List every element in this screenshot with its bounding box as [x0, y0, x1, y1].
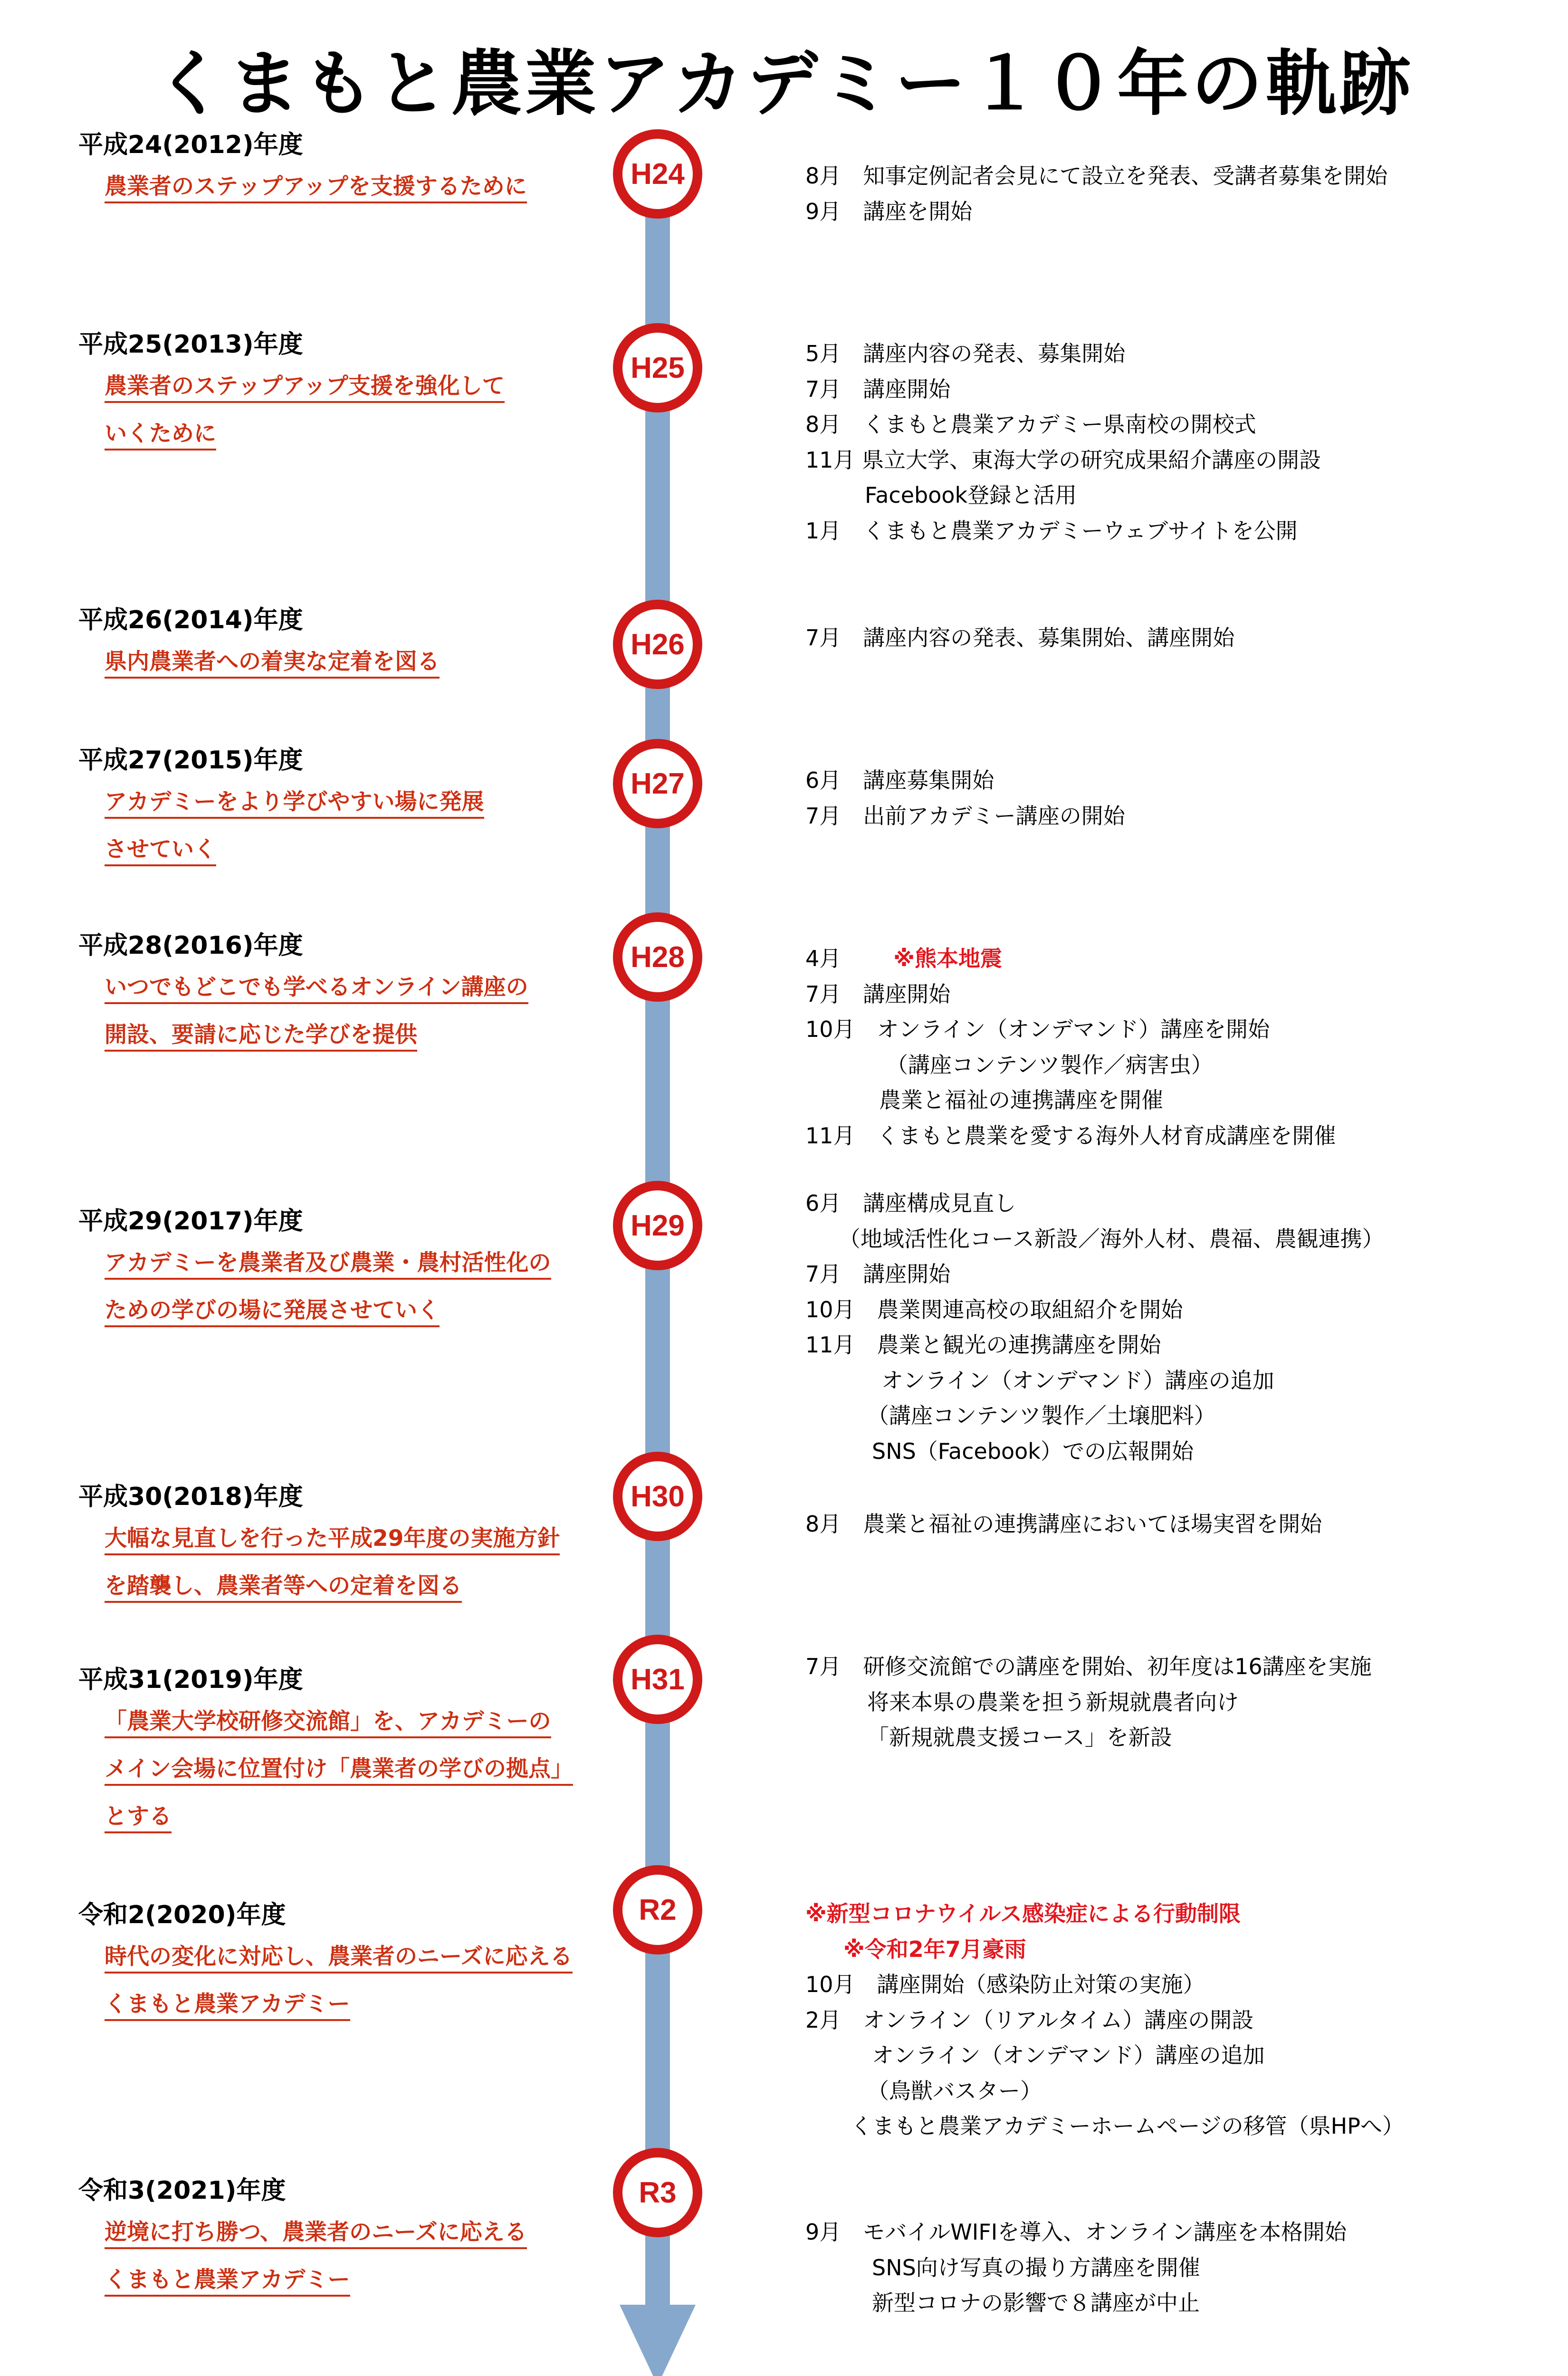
event-item: Facebook登録と活用: [865, 482, 1077, 508]
event-item: 9月 モバイルWIFIを導入、オンライン講座を本格開始: [805, 2219, 1347, 2245]
event-item: 1月 くまもと農業アカデミーウェブサイトを公開: [805, 517, 1298, 544]
year-badge: [613, 1452, 702, 1541]
event-item: ※新型コロナウイルス感染症による行動制限: [805, 1901, 1241, 1926]
event-item: ※令和2年7月豪雨: [843, 1936, 1026, 1962]
year-badge: [613, 600, 702, 689]
event-item: 新型コロナの影響で８講座が中止: [872, 2290, 1200, 2316]
event-item: 6月 講座構成見直し: [805, 1190, 1016, 1216]
year-badge: [613, 739, 702, 828]
slogan-line: 「農業大学校研修交流館」を、アカデミーの: [105, 1707, 551, 1738]
year-label: 平成27(2015)年度: [78, 746, 303, 775]
slogan-line: 逆境に打ち勝つ、農業者のニーズに応える: [105, 2218, 527, 2249]
slogan-line: 時代の変化に対応し、農業者のニーズに応える: [105, 1942, 573, 1974]
event-item: 8月 知事定例記者会見にて設立を発表、受講者募集を開始: [805, 163, 1388, 189]
slogan-line: させていく: [105, 835, 216, 866]
year-badge-label: H30: [631, 1480, 685, 1513]
year-badge-label: R2: [639, 1893, 677, 1926]
year-badge-label: H27: [631, 767, 685, 800]
slogan-line: くまもと農業アカデミー: [105, 2265, 350, 2297]
year-block: [78, 929, 639, 1068]
year-slogan: [105, 647, 639, 679]
year-block: [78, 2174, 639, 2313]
event-list: [805, 1186, 1547, 1469]
slogan-line: 県内農業者への着実な定着を図る: [105, 647, 440, 679]
event-item: 7月 講座開始: [805, 1261, 951, 1287]
year-block: [78, 1898, 639, 2037]
slogan-line: 農業者のステップアップ支援を強化して: [105, 372, 505, 403]
event-list: [805, 158, 1547, 229]
event-item: SNS向け写真の撮り方講座を開催: [872, 2254, 1200, 2280]
year-label: 平成30(2018)年度: [78, 1483, 303, 1511]
year-label: 令和2(2020)年度: [78, 1901, 286, 1929]
timeline-arrow-icon: [620, 2305, 696, 2376]
year-slogan: [105, 172, 639, 203]
event-item: 8月 農業と福祉の連携講座においてほ場実習を開始: [805, 1511, 1322, 1537]
event-item: 10月 オンライン（オンデマンド）講座を開始: [805, 1016, 1270, 1042]
event-list: [805, 1896, 1547, 2144]
year-badge-label: H24: [631, 157, 685, 191]
year-label: 平成31(2019)年度: [78, 1666, 303, 1694]
event-list: [805, 1649, 1547, 1755]
year-label: 平成24(2012)年度: [78, 131, 303, 159]
event-item: 10月 講座開始（感染防止対策の実施）: [805, 1972, 1205, 1997]
event-item: 11月 県立大学、東海大学の研究成果紹介講座の開設: [805, 447, 1321, 473]
event-item: （地域活性化コース新設／海外人材、農福、農観連携）: [839, 1226, 1384, 1252]
event-item: 7月 講座内容の発表、募集開始、講座開始: [805, 625, 1235, 651]
event-list: [805, 1506, 1547, 1542]
year-badge: [613, 912, 702, 1002]
year-badge: [613, 1635, 702, 1724]
event-item: （講座コンテンツ製作／病害虫）: [886, 1052, 1213, 1078]
event-item: 11月 農業と観光の連携講座を開始: [805, 1332, 1161, 1358]
year-badge-label: R3: [639, 2176, 677, 2209]
slogan-line: アカデミーをより学びやすい場に発展: [105, 787, 484, 819]
year-slogan: [105, 1707, 639, 1833]
event-list: [805, 763, 1547, 834]
event-list: [805, 2214, 1547, 2321]
slogan-line: いつでもどこでも学べるオンライン講座の: [105, 973, 528, 1004]
year-slogan: [105, 372, 639, 450]
slogan-line: アカデミーを農業者及び農業・農村活性化の: [105, 1248, 551, 1280]
event-item: 5月 講座内容の発表、募集開始: [805, 341, 1126, 366]
slogan-line: とする: [105, 1802, 172, 1833]
event-item: 農業と福祉の連携講座を開催: [879, 1087, 1163, 1113]
year-block: [78, 604, 639, 695]
event-item: 「新規就農支援コース」を新設: [867, 1725, 1172, 1750]
slogan-line: くまもと農業アカデミー: [105, 1990, 350, 2021]
event-item: 6月 講座募集開始: [805, 767, 994, 793]
year-badge-label: H29: [631, 1209, 685, 1242]
year-label: 平成28(2016)年度: [78, 931, 303, 960]
year-badge-label: H31: [631, 1663, 685, 1696]
event-list: [805, 620, 1547, 656]
year-block: [78, 1663, 639, 1849]
year-block: [78, 128, 639, 220]
year-badge: [613, 1181, 702, 1270]
event-month: 4月: [805, 946, 841, 971]
year-slogan: [105, 787, 639, 866]
slogan-line: 開設、要請に応じた学びを提供: [105, 1020, 417, 1052]
year-badge-label: H25: [631, 351, 685, 384]
slogan-line: ための学びの場に発展させていく: [105, 1296, 440, 1327]
year-badge-label: H28: [631, 940, 685, 974]
year-badge: [613, 1865, 702, 1954]
event-item: 9月 講座を開始: [805, 198, 973, 224]
slogan-line: いくために: [105, 419, 216, 450]
year-badge: [613, 2148, 702, 2237]
year-block: [78, 1480, 639, 1619]
year-block: [78, 328, 639, 467]
event-item: 11月 くまもと農業を愛する海外人材育成講座を開催: [805, 1122, 1336, 1149]
event-item: 8月 くまもと農業アカデミー県南校の開校式: [805, 412, 1256, 437]
event-item: オンライン（オンデマンド）講座の追加: [872, 2042, 1265, 2068]
year-badge-label: H26: [631, 628, 685, 661]
event-alert: ※熊本地震: [893, 946, 1003, 971]
slogan-line: 大幅な見直しを行った平成29年度の実施方針: [105, 1524, 560, 1555]
year-slogan: [105, 1942, 639, 2021]
year-badge: [613, 323, 702, 412]
year-label: 平成25(2013)年度: [78, 330, 303, 359]
event-list: [805, 336, 1547, 548]
event-item: くまもと農業アカデミーホームページの移管（県HPへ）: [851, 2113, 1404, 2139]
year-block: [78, 1205, 639, 1343]
slogan-line: を踏襲し、農業者等への定着を図る: [105, 1571, 462, 1603]
event-item: 将来本県の農業を担う新規就農者向け: [867, 1689, 1239, 1715]
event-item: オンライン（オンデマンド）講座の追加: [881, 1367, 1274, 1393]
year-block: [78, 744, 639, 882]
event-item: （講座コンテンツ製作／土壌肥料）: [867, 1403, 1216, 1428]
year-label: 令和3(2021)年度: [78, 2176, 286, 2205]
year-label: 平成26(2014)年度: [78, 606, 303, 634]
event-item: 2月 オンライン（リアルタイム）講座の開設: [805, 2007, 1254, 2033]
event-item: SNS（Facebook）での広報開始: [872, 1438, 1194, 1464]
year-slogan: [105, 973, 639, 1052]
year-slogan: [105, 2218, 639, 2297]
event-item: 7月 講座開始: [805, 376, 951, 402]
page-title: くまもと農業アカデミー１０年の軌跡: [154, 43, 1414, 125]
year-slogan: [105, 1524, 639, 1603]
event-item: 7月 講座開始: [805, 981, 951, 1007]
event-item: 7月 出前アカデミー講座の開始: [805, 803, 1125, 829]
event-item: （鳥獣バスター）: [867, 2078, 1042, 2104]
event-item: 10月 農業関連高校の取組紹介を開始: [805, 1296, 1183, 1322]
event-item: [805, 941, 1547, 977]
year-slogan: [105, 1248, 639, 1327]
event-item: 7月 研修交流館での講座を開始、初年度は16講座を実施: [805, 1654, 1372, 1679]
slogan-line: 農業者のステップアップを支援するために: [105, 172, 527, 203]
event-list: [805, 941, 1547, 1153]
year-badge: [613, 129, 702, 219]
year-label: 平成29(2017)年度: [78, 1207, 303, 1236]
slogan-line: メイン会場に位置付け「農業者の学びの拠点」: [105, 1754, 573, 1786]
